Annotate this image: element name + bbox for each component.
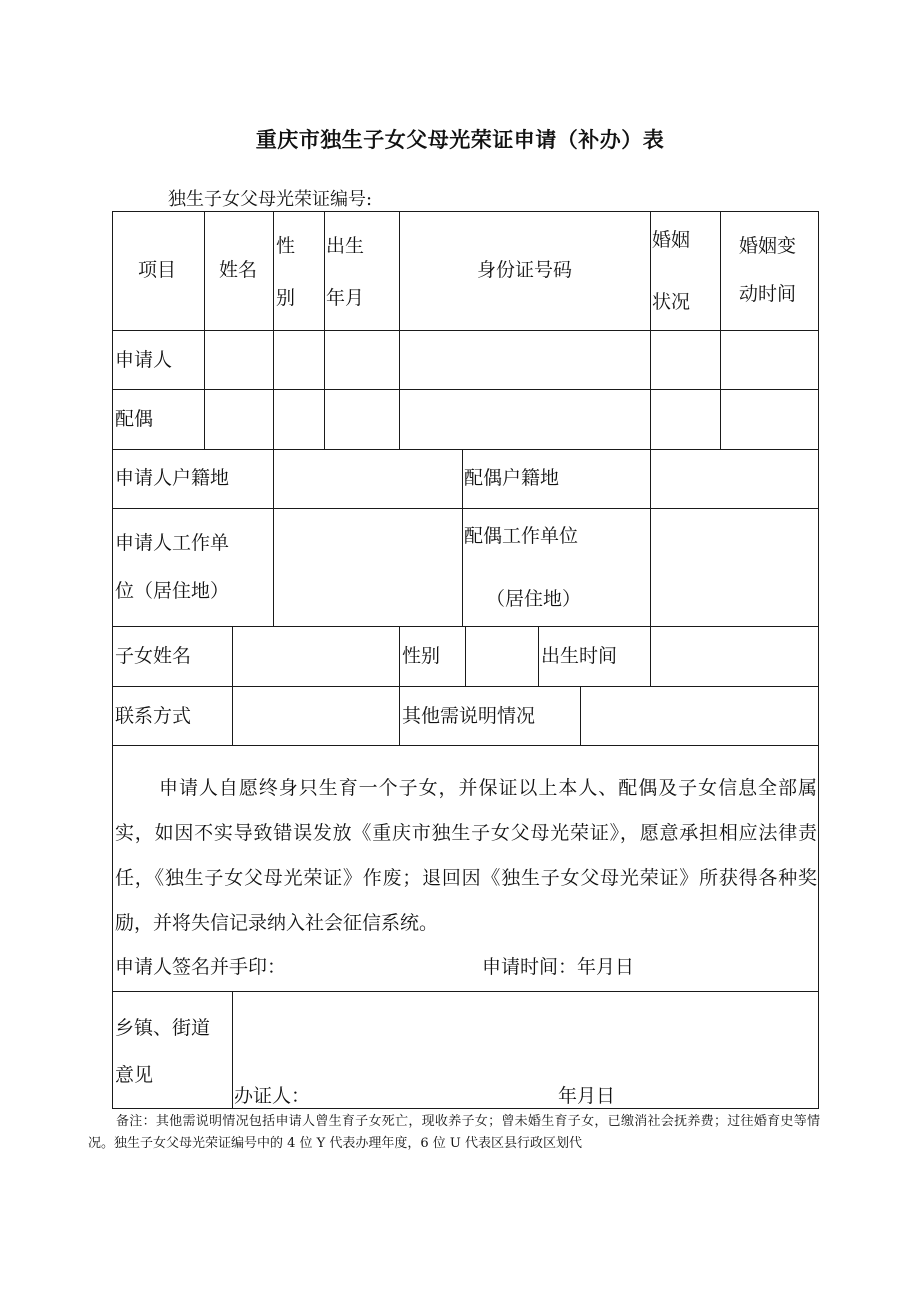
declaration-text: 申请人自愿终身只生育一个子女，并保证以上本人、配偶及子女信息全部属实，如因不实导致错误发放《重庆市独生子女父母光荣证》，愿意承担相应法律责任，《独生子女父母光荣证》作废；退回因《独生子女父母光荣证》所获得各种奖励，并将失信记录纳入社会征信系统。 <box>115 777 817 934</box>
spouse-household-field[interactable] <box>651 450 818 508</box>
label-applicant-work-line2: 位（居住地） <box>115 580 230 602</box>
certificate-number-label: 独生子女父母光荣证编号: <box>168 189 373 210</box>
other-notes-field[interactable] <box>581 687 818 745</box>
col-divider <box>399 626 400 686</box>
town-opinion-field[interactable] <box>233 992 818 1108</box>
header-marital-change-line2: 动时间 <box>739 283 797 305</box>
spouse-work-field[interactable] <box>651 509 818 626</box>
col-divider <box>399 686 400 745</box>
header-name: 姓名 <box>219 259 258 281</box>
spouse-marital-change-field[interactable] <box>721 390 818 449</box>
child-birth-time-field[interactable] <box>651 627 818 686</box>
row-divider <box>112 745 819 746</box>
footnote: 备注：其他需说明情况包括申请人曾生育子女死亡，现收养子女；曾未婚生育子女，已缴消社会抚养费；过往婚育史等情况。独生子女父母光荣证编号中的 4 位 Y 代表办理年度，6 位 U 代表区县行政区划代 <box>88 1114 820 1151</box>
col-divider <box>538 626 539 686</box>
header-marital-line1: 婚姻 <box>652 229 691 251</box>
handler-date-label: 年月日 <box>558 1085 616 1107</box>
spouse-name-field[interactable] <box>205 390 273 449</box>
label-town-opinion-line1: 乡镇、街道 <box>115 1017 211 1039</box>
header-gender-line1: 性 <box>276 235 296 257</box>
table-border-bottom <box>112 1108 819 1109</box>
table-border-top <box>112 211 819 212</box>
spouse-id-field[interactable] <box>400 390 650 449</box>
spouse-marital-field[interactable] <box>651 390 720 449</box>
applicant-marital-field[interactable] <box>651 331 720 389</box>
label-town-opinion-line2: 意见 <box>115 1064 154 1086</box>
label-contact: 联系方式 <box>115 705 192 727</box>
table-border-left <box>112 211 113 1109</box>
label-spouse-work-line2: （居住地） <box>486 588 582 610</box>
label-spouse-work-line1: 配偶工作单位 <box>464 525 579 547</box>
application-form-table <box>112 211 819 1109</box>
applicant-birth-field[interactable] <box>325 331 399 389</box>
header-id-number: 身份证号码 <box>477 259 573 281</box>
row-label-applicant: 申请人 <box>115 349 173 371</box>
contact-field[interactable] <box>233 687 399 745</box>
label-child-gender: 性别 <box>402 645 441 667</box>
page-title: 重庆市独生子女父母光荣证申请（补办）表 <box>255 128 665 152</box>
label-applicant-work-line1: 申请人工作单 <box>115 532 230 554</box>
apply-time-label: 申请时间：年月日 <box>482 956 635 978</box>
label-child-birth-time: 出生时间 <box>541 645 618 667</box>
handler-label: 办证人： <box>234 1085 311 1107</box>
spouse-gender-field[interactable] <box>274 390 324 449</box>
applicant-id-field[interactable] <box>400 331 650 389</box>
spouse-birth-field[interactable] <box>325 390 399 449</box>
label-other-notes: 其他需说明情况 <box>402 705 536 727</box>
signature-label: 申请人签名并手印： <box>115 956 287 978</box>
label-applicant-household: 申请人户籍地 <box>115 467 230 489</box>
applicant-work-field[interactable] <box>274 509 462 626</box>
child-name-field[interactable] <box>233 627 399 686</box>
label-spouse-household: 配偶户籍地 <box>464 467 560 489</box>
table-border-right <box>818 211 819 1109</box>
child-gender-field[interactable] <box>466 627 538 686</box>
header-marital-line2: 状况 <box>652 291 691 313</box>
header-marital-change-line1: 婚姻变 <box>739 235 797 257</box>
col-divider <box>462 449 463 626</box>
applicant-household-field[interactable] <box>274 450 462 508</box>
row-label-spouse: 配偶 <box>115 408 154 430</box>
header-birth-line1: 出生 <box>326 235 365 257</box>
applicant-gender-field[interactable] <box>274 331 324 389</box>
applicant-name-field[interactable] <box>205 331 273 389</box>
label-child-name: 子女姓名 <box>115 645 192 667</box>
header-item: 项目 <box>138 259 177 281</box>
header-gender-line2: 别 <box>276 287 296 309</box>
header-birth-line2: 年月 <box>326 287 365 309</box>
applicant-marital-change-field[interactable] <box>721 331 818 389</box>
